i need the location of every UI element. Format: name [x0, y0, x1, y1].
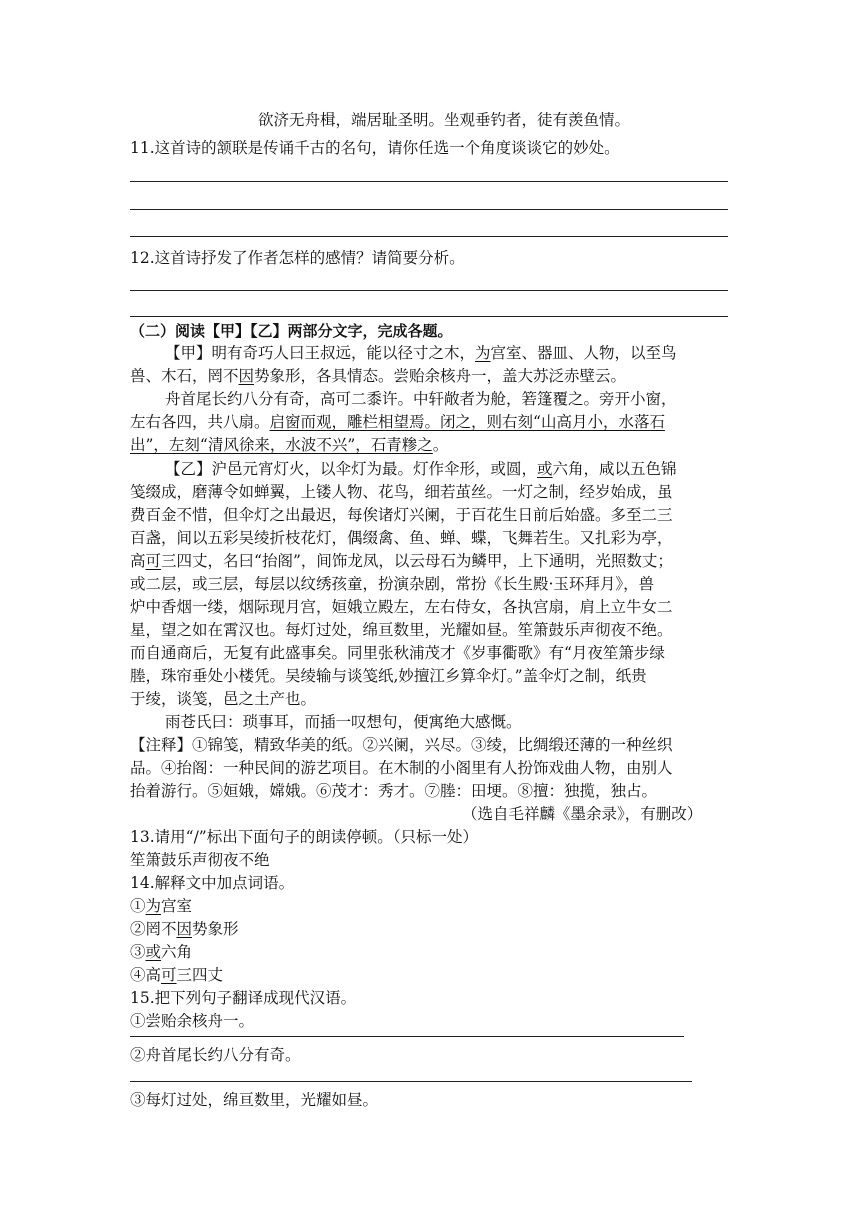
- dotted-word: 或: [145, 943, 162, 961]
- yi-line: 笺缀成，磨薄令如蝉翼，上镂人物、花鸟，细若茧丝。一灯之制，经岁始成，虽: [130, 483, 673, 501]
- source-citation: （选自毛祥麟《墨余录》，有删改）: [462, 805, 703, 823]
- poem-line: 欲济无舟楫，端居耻圣明。坐观垂钓者，徒有羡鱼情。: [258, 111, 631, 129]
- section-2-title: （二）阅读【甲】【乙】两部分文字，完成各题。: [130, 322, 453, 340]
- yi-line: 【乙】沪邑元宵灯火，以伞灯为最。灯作伞形，或圆，或六角，咸以五色锦: [165, 460, 677, 478]
- dotted-word: 因: [238, 367, 255, 385]
- dotted-word: 可: [161, 966, 177, 984]
- q15-item: ③每灯过处，绵亘数里，光耀如昼。: [130, 1091, 379, 1109]
- q15-item: ②舟首尾长约八分有奇。: [130, 1046, 301, 1064]
- question-11: 11.这首诗的颔联是传诵千古的名句，请你任选一个角度谈谈它的妙处。: [130, 139, 620, 157]
- q14-item: ①为宫室: [130, 897, 193, 915]
- yi-line: 费百金不惜，但伞灯之出最迟，每俟诸灯兴阑，于百花生日前后始盛。多至二三: [130, 506, 673, 524]
- answer-line: [130, 209, 728, 210]
- q15-item: ①尝贻余核舟一。: [130, 1012, 255, 1030]
- answer-line: [130, 181, 728, 182]
- notes-line: 抬着游行。⑤姮娥，嫦娥。⑥茂才：秀才。⑦塍：田埂。⑧擅：独揽，独占。: [130, 782, 658, 800]
- question-14: 14.解释文中加点词语。: [130, 874, 295, 892]
- yi-line: 塍，珠帘垂处小楼凭。吴绫输与谈笺纸,妙擅江乡算伞灯。”盖伞灯之制，纸贵: [130, 667, 647, 685]
- translation-underline: 启窗而观，雕栏相望焉。闭之，则右刻“山高月小，水落石: [269, 413, 665, 431]
- dotted-word: 可: [145, 552, 162, 570]
- answer-line: [130, 316, 728, 317]
- yi-line: 星，望之如在霄汉也。每灯过处，绵亘数里，光耀如昼。笙箫鼓乐声彻夜不绝。: [130, 621, 673, 639]
- answer-line: [130, 1036, 684, 1037]
- question-13-sentence: 笙箫鼓乐声彻夜不绝: [130, 851, 270, 869]
- jia-line: 【甲】明有奇巧人曰王叔远，能以径寸之木，为宫室、器皿、人物，以至鸟: [165, 344, 677, 362]
- yi-line: 或二层，或三层，每层以纹绣孩童，扮演杂剧，常扮《长生殿·玉环拜月》，兽: [130, 575, 655, 593]
- q14-item: ④高可三四丈: [130, 966, 224, 984]
- dotted-word: 为: [475, 344, 491, 362]
- jia-line: 舟首尾长约八分有奇，高可二黍许。中轩敞者为舱，箬篷覆之。旁开小窗，: [165, 390, 677, 408]
- yi-line: 高可三四丈，名曰“抬阁”，间饰龙凤，以云母石为鳞甲，上下通明，光照数丈；: [130, 552, 673, 570]
- translation-underline: 出”，左刻“清风徐来，水波不兴”，石青糁之: [130, 436, 433, 454]
- q14-item: ②罔不因势象形: [130, 920, 239, 938]
- answer-line: [130, 1081, 692, 1082]
- answer-line: [130, 290, 728, 291]
- answer-line: [130, 236, 728, 237]
- question-15: 15.把下列句子翻译成现代汉语。: [130, 989, 357, 1007]
- question-13: 13.请用“/”标出下面句子的朗读停顿。（只标一处）: [130, 828, 478, 846]
- jia-line: 左右各四，共八扇。启窗而观，雕栏相望焉。闭之，则右刻“山高月小，水落石: [130, 413, 665, 431]
- dotted-word: 或: [537, 460, 553, 478]
- notes-line: 品。④抬阁：一种民间的游艺项目。在木制的小阁里有人扮饰戏曲人物，由别人: [130, 759, 673, 777]
- q14-item: ③或六角: [130, 943, 193, 961]
- yi-line: 炉中香烟一缕，烟际现月宫，姮娥立殿左，左右侍女，各执宫扇，肩上立牛女二: [130, 598, 673, 616]
- jia-line: 出”，左刻“清风徐来，水波不兴”，石青糁之。: [130, 436, 449, 454]
- yi-comment: 雨苍氏曰：琐事耳，而插一叹想句，便寓绝大感慨。: [165, 713, 522, 731]
- dotted-word: 为: [145, 897, 162, 915]
- notes-line: 【注释】①锦笺，精致华美的纸。②兴阑，兴尽。③绫，比绸缎还薄的一种丝织: [130, 736, 673, 754]
- yi-line: 于绫，谈笺，邑之土产也。: [130, 690, 317, 708]
- yi-line: 百盏，间以五彩吴绫折枝花灯，偶缀禽、鱼、蝉、蝶，飞舞若生。又扎彩为亭，: [130, 529, 673, 547]
- dotted-word: 因: [176, 920, 193, 938]
- question-12: 12.这首诗抒发了作者怎样的感情？请简要分析。: [130, 249, 465, 267]
- yi-line: 而自通商后，无复有此盛事矣。同里张秋浦茂才《岁事衢歌》有“月夜笙箫步绿: [130, 644, 665, 662]
- jia-line: 兽、木石，罔不因势象形，各具情态。尝贻余核舟一，盖大苏泛赤壁云。: [130, 367, 627, 385]
